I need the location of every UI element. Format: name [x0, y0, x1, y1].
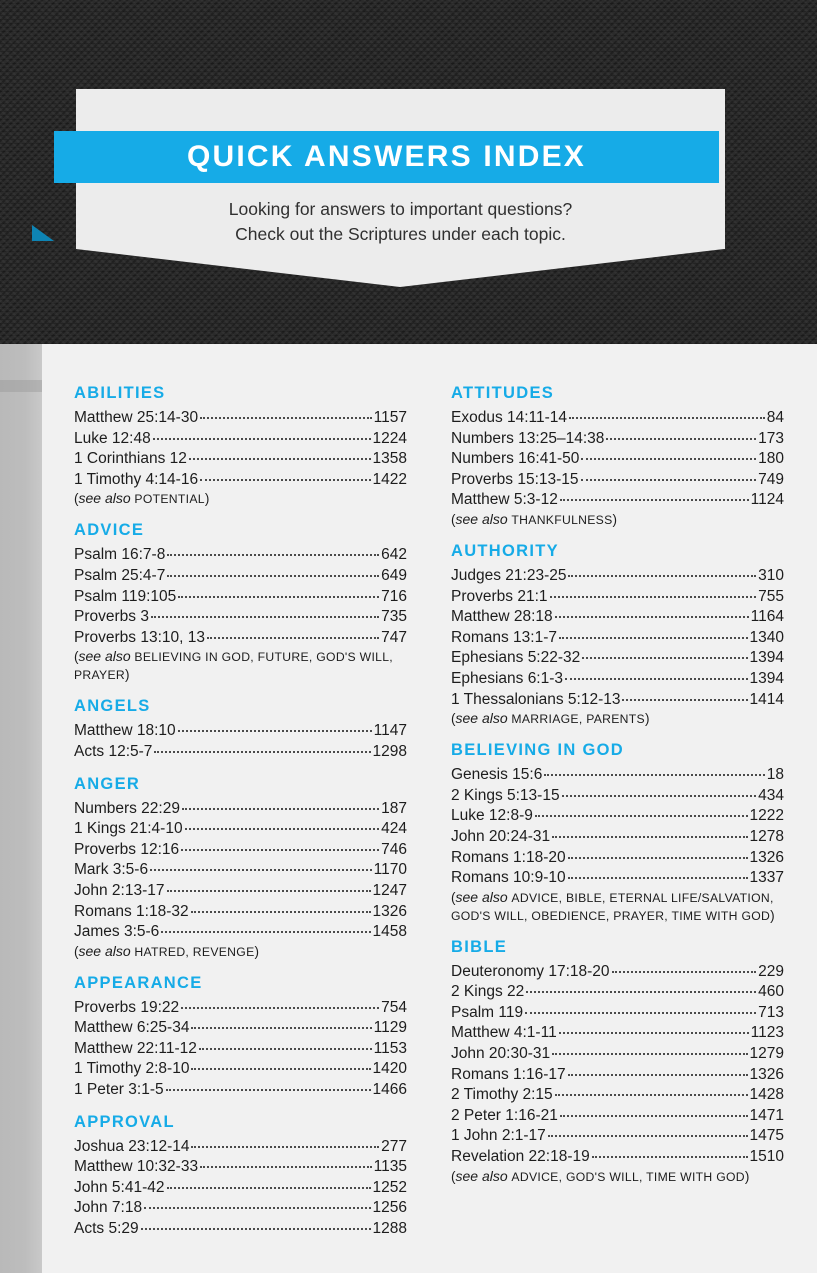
- entry-page-number: 716: [381, 587, 407, 605]
- see-also-topics: THANKFULNESS: [511, 512, 613, 527]
- entry-reference: Matthew 4:1-11: [451, 1024, 557, 1042]
- entry-leader-dots: [182, 795, 379, 810]
- entry-leader-dots: [181, 994, 379, 1009]
- entry-reference: Numbers 16:41-50: [451, 450, 580, 468]
- entry-reference: 1 Timothy 4:14-16: [74, 470, 199, 488]
- entry-reference: Proverbs 12:16: [74, 840, 180, 858]
- entry-reference: Romans 1:16-17: [451, 1065, 566, 1083]
- content-sheet: [42, 344, 817, 1273]
- entry-reference: Deuteronomy 17:18-20: [451, 962, 610, 980]
- entry-page-number: 1358: [372, 450, 407, 468]
- index-entry[interactable]: [451, 867, 784, 888]
- entry-reference: John 20:30-31: [451, 1045, 551, 1063]
- entry-leader-dots: [178, 717, 372, 732]
- entry-reference: Psalm 25:4-7: [74, 566, 166, 584]
- entry-leader-dots: [559, 624, 748, 639]
- entry-reference: Genesis 15:6: [451, 766, 543, 784]
- see-also-prefix: see also: [78, 490, 131, 507]
- entry-leader-dots: [569, 404, 765, 419]
- index-entry[interactable]: [74, 469, 407, 490]
- entry-page-number: 1326: [372, 902, 407, 920]
- entry-page-number: 749: [758, 470, 784, 488]
- entry-leader-dots: [550, 583, 757, 598]
- index-column: [451, 384, 784, 1239]
- entry-leader-dots: [562, 782, 757, 797]
- entry-reference: Romans 1:18-32: [74, 902, 189, 920]
- entry-page-number: 18: [766, 766, 784, 784]
- title-banner: [76, 89, 725, 269]
- entry-page-number: 755: [758, 587, 784, 605]
- entry-leader-dots: [191, 1055, 370, 1070]
- entry-page-number: 1288: [372, 1220, 407, 1238]
- entry-leader-dots: [606, 425, 756, 440]
- entry-page-number: 1247: [372, 881, 407, 899]
- see-also-prefix: see also: [455, 888, 508, 905]
- entry-leader-dots: [167, 562, 379, 577]
- entry-page-number: 1124: [750, 491, 784, 509]
- index-column: [74, 384, 407, 1239]
- entry-page-number: 1340: [749, 628, 784, 646]
- see-also-topics: HATRED, REVENGE: [134, 944, 255, 959]
- entry-page-number: 434: [758, 786, 784, 804]
- entry-reference: 1 Timothy 2:8-10: [74, 1060, 190, 1078]
- entry-leader-dots: [166, 1076, 371, 1091]
- topic-heading: ANGELS: [74, 697, 151, 716]
- topic-heading: ADVICE: [74, 521, 145, 540]
- entry-reference: 1 John 2:1-17: [451, 1127, 546, 1145]
- entry-reference: John 5:41-42: [74, 1178, 165, 1196]
- entry-reference: Proverbs 21:1: [451, 587, 548, 605]
- entry-leader-dots: [526, 978, 756, 993]
- entry-leader-dots: [167, 1174, 371, 1189]
- entry-page-number: 1278: [749, 827, 784, 845]
- entry-reference: Judges 21:23-25: [451, 566, 567, 584]
- index-entry[interactable]: [451, 689, 784, 710]
- entry-leader-dots: [199, 1035, 372, 1050]
- entry-leader-dots: [191, 1014, 371, 1029]
- entry-reference: Proverbs 19:22: [74, 998, 180, 1016]
- entry-page-number: 1394: [749, 649, 784, 667]
- entry-reference: John 20:24-31: [451, 827, 551, 845]
- entry-reference: Proverbs 3: [74, 608, 149, 626]
- entry-reference: Matthew 5:3-12: [451, 491, 558, 509]
- entry-reference: Acts 5:29: [74, 1220, 139, 1238]
- spine-notch: [0, 380, 42, 392]
- entry-page-number: 1153: [373, 1039, 407, 1057]
- entry-reference: 1 Kings 21:4-10: [74, 820, 183, 838]
- entry-reference: John 7:18: [74, 1199, 143, 1217]
- entry-page-number: 187: [381, 799, 407, 817]
- content-sheet-inner: [42, 344, 817, 1273]
- entry-reference: 1 Thessalonians 5:12-13: [451, 690, 621, 708]
- entry-page-number: 1471: [749, 1106, 784, 1124]
- entry-page-number: 1422: [372, 470, 407, 488]
- entry-leader-dots: [568, 1061, 748, 1076]
- entry-page-number: 1337: [749, 869, 784, 887]
- entry-leader-dots: [560, 486, 749, 501]
- entry-leader-dots: [552, 1040, 747, 1055]
- entry-page-number: 1466: [372, 1081, 407, 1099]
- see-also-note: (see also HATRED, REVENGE): [74, 942, 259, 959]
- entry-reference: Mark 3:5-6: [74, 861, 149, 879]
- entry-page-number: 1147: [373, 722, 407, 740]
- entry-reference: Matthew 10:32-33: [74, 1158, 199, 1176]
- entry-page-number: 1458: [372, 923, 407, 941]
- entry-page-number: 1394: [749, 669, 784, 687]
- entry-reference: Romans 1:18-20: [451, 848, 566, 866]
- entry-page-number: 229: [758, 962, 784, 980]
- entry-page-number: 746: [381, 840, 407, 858]
- entry-leader-dots: [560, 1102, 748, 1117]
- topic-heading: ANGER: [74, 774, 141, 793]
- entry-page-number: 1129: [373, 1019, 407, 1037]
- entry-reference: Acts 12:5-7: [74, 742, 153, 760]
- entry-leader-dots: [161, 918, 370, 933]
- see-also-topics: ADVICE, GOD'S WILL, TIME WITH GOD: [511, 1169, 745, 1184]
- entry-reference: Romans 13:1-7: [451, 628, 557, 646]
- entry-leader-dots: [552, 823, 747, 838]
- entry-reference: Exodus 14:11-14: [451, 409, 568, 426]
- entry-leader-dots: [189, 445, 371, 460]
- entry-leader-dots: [153, 425, 371, 440]
- entry-page-number: 1123: [750, 1024, 784, 1042]
- entry-reference: Romans 10:9-10: [451, 869, 566, 887]
- entry-reference: Numbers 13:25–14:38: [451, 429, 605, 447]
- entry-leader-dots: [559, 1019, 749, 1034]
- see-also-prefix: see also: [455, 510, 508, 527]
- entry-reference: Matthew 25:14-30: [74, 409, 199, 426]
- entry-leader-dots: [548, 1122, 748, 1137]
- entry-reference: Luke 12:48: [74, 429, 151, 447]
- index-entry[interactable]: [74, 921, 407, 942]
- entry-page-number: 1279: [749, 1045, 784, 1063]
- entry-leader-dots: [141, 1215, 371, 1230]
- entry-leader-dots: [200, 1153, 372, 1168]
- left-spine: [0, 344, 42, 1273]
- entry-reference: Proverbs 15:13-15: [451, 470, 579, 488]
- topic-heading: BELIEVING IN GOD: [451, 741, 624, 760]
- entry-page-number: 1326: [749, 1065, 784, 1083]
- entry-reference: Ephesians 5:22-32: [451, 649, 581, 667]
- entry-leader-dots: [150, 856, 372, 871]
- entry-reference: Matthew 22:11-12: [74, 1039, 197, 1057]
- see-also-note: (see also MARRIAGE, PARENTS): [451, 710, 650, 727]
- entry-leader-dots: [581, 445, 756, 460]
- entry-leader-dots: [144, 1194, 370, 1209]
- banner-subtitle: [76, 197, 725, 247]
- index-entry[interactable]: [74, 741, 407, 762]
- topic-heading: ABILITIES: [74, 384, 166, 402]
- see-also-prefix: see also: [78, 648, 131, 665]
- banner-point: [76, 249, 724, 287]
- banner-subtitle-line2: Check out the Scriptures under each topic.: [235, 224, 566, 244]
- entry-reference: Psalm 119:105: [74, 587, 177, 605]
- entry-reference: 1 Corinthians 12: [74, 450, 187, 468]
- entry-page-number: 1420: [372, 1060, 407, 1078]
- banner-bar: [54, 131, 719, 183]
- see-also-note: (see also BELIEVING IN GOD, FUTURE, GOD'S WILL, PRAYER): [74, 648, 393, 683]
- entry-page-number: 310: [758, 566, 784, 584]
- index-entry[interactable]: [451, 489, 784, 510]
- entry-leader-dots: [207, 624, 379, 639]
- entry-reference: 2 Peter 1:16-21: [451, 1106, 558, 1124]
- entry-page-number: 754: [381, 998, 407, 1016]
- see-also-topics: BELIEVING IN GOD, FUTURE, GOD'S WILL, PRAYER: [74, 650, 393, 683]
- entry-leader-dots: [167, 877, 371, 892]
- entry-page-number: 460: [758, 983, 784, 1001]
- entry-reference: Ephesians 6:1-3: [451, 669, 564, 687]
- index-entry[interactable]: [74, 627, 407, 648]
- entry-reference: Matthew 6:25-34: [74, 1019, 190, 1037]
- entry-reference: Matthew 28:18: [451, 608, 553, 626]
- see-also-topics: MARRIAGE, PARENTS: [511, 712, 645, 727]
- entry-page-number: 1428: [749, 1086, 784, 1104]
- entry-page-number: 1252: [372, 1178, 407, 1196]
- index-entry[interactable]: [74, 1218, 407, 1239]
- entry-leader-dots: [581, 466, 757, 481]
- banner-ribbon-tail: [32, 225, 54, 241]
- entry-leader-dots: [568, 864, 748, 879]
- entry-reference: Proverbs 13:10, 13: [74, 628, 205, 646]
- entry-page-number: 747: [381, 628, 407, 646]
- entry-page-number: 1298: [372, 742, 407, 760]
- entry-reference: John 2:13-17: [74, 881, 165, 899]
- entry-page-number: 713: [758, 1003, 784, 1021]
- entry-reference: 2 Kings 5:13-15: [451, 786, 560, 804]
- entry-page-number: 1170: [373, 861, 407, 879]
- banner-subtitle-line1: Looking for answers to important questions?: [228, 199, 573, 219]
- entry-leader-dots: [167, 541, 379, 556]
- entry-leader-dots: [555, 1081, 748, 1096]
- entry-page-number: 180: [758, 450, 784, 468]
- entry-reference: Psalm 119: [451, 1003, 524, 1021]
- entry-leader-dots: [200, 404, 372, 419]
- see-also-topics: ADVICE, BIBLE, ETERNAL LIFE/SALVATION, GOD'S WILL, OBEDIENCE, PRAYER, TIME WITH GOD: [451, 890, 774, 923]
- entry-page-number: 424: [381, 820, 407, 838]
- entry-page-number: 1222: [749, 807, 784, 825]
- index-entry[interactable]: [74, 1079, 407, 1100]
- entry-page-number: 1475: [749, 1127, 784, 1145]
- entry-leader-dots: [154, 738, 370, 753]
- topic-heading: ATTITUDES: [451, 384, 555, 402]
- see-also-note: (see also ADVICE, BIBLE, ETERNAL LIFE/SALVATION, GOD'S WILL, OBEDIENCE, PRAYER, TIME WITH GOD): [451, 888, 775, 923]
- entry-page-number: 277: [381, 1137, 407, 1155]
- entry-page-number: 173: [758, 429, 784, 447]
- entry-page-number: 1510: [749, 1148, 784, 1166]
- entry-page-number: 1164: [750, 608, 784, 626]
- entry-leader-dots: [178, 583, 379, 598]
- see-also-note: (see also ADVICE, GOD'S WILL, TIME WITH GOD): [451, 1167, 750, 1184]
- entry-page-number: 1224: [372, 429, 407, 447]
- entry-leader-dots: [592, 1143, 748, 1158]
- entry-leader-dots: [568, 844, 748, 859]
- entry-page-number: 1157: [373, 409, 407, 426]
- entry-page-number: 1326: [749, 848, 784, 866]
- topic-heading: APPEARANCE: [74, 973, 203, 992]
- entry-leader-dots: [200, 466, 370, 481]
- entry-leader-dots: [622, 686, 747, 701]
- entry-leader-dots: [565, 665, 747, 680]
- entry-leader-dots: [185, 815, 380, 830]
- topic-heading: APPROVAL: [74, 1112, 175, 1131]
- entry-reference: Psalm 16:7-8: [74, 546, 166, 564]
- entry-page-number: 1135: [373, 1158, 407, 1176]
- entry-leader-dots: [544, 761, 764, 776]
- topic-heading: BIBLE: [451, 937, 507, 956]
- entry-reference: James 3:5-6: [74, 923, 160, 941]
- see-also-prefix: see also: [455, 1167, 508, 1184]
- entry-reference: Numbers 22:29: [74, 799, 180, 817]
- entry-page-number: 1414: [749, 690, 784, 708]
- entry-leader-dots: [181, 836, 379, 851]
- entry-reference: Luke 12:8-9: [451, 807, 533, 825]
- entry-leader-dots: [525, 999, 756, 1014]
- entry-page-number: 1256: [372, 1199, 407, 1217]
- see-also-prefix: see also: [455, 710, 508, 727]
- entry-reference: Matthew 18:10: [74, 722, 176, 740]
- see-also-topics: POTENTIAL: [134, 492, 205, 507]
- entry-leader-dots: [555, 603, 749, 618]
- page-title: QUICK ANSWERS INDEX: [186, 140, 587, 173]
- index-columns: [74, 384, 784, 1239]
- see-also-note: (see also THANKFULNESS): [451, 510, 618, 527]
- entry-leader-dots: [612, 958, 757, 973]
- entry-reference: Joshua 23:12-14: [74, 1137, 190, 1155]
- entry-leader-dots: [191, 1133, 379, 1148]
- entry-leader-dots: [191, 898, 371, 913]
- entry-leader-dots: [568, 562, 756, 577]
- entry-leader-dots: [535, 802, 748, 817]
- topic-heading: AUTHORITY: [451, 541, 559, 560]
- entry-page-number: 735: [381, 608, 407, 626]
- entry-page-number: 84: [766, 409, 784, 426]
- entry-reference: 2 Kings 22: [451, 983, 525, 1001]
- see-also-prefix: see also: [78, 942, 131, 959]
- entry-reference: 1 Peter 3:1-5: [74, 1081, 164, 1099]
- entry-page-number: 642: [381, 546, 407, 564]
- entry-reference: 2 Timothy 2:15: [451, 1086, 553, 1104]
- entry-reference: Revelation 22:18-19: [451, 1148, 590, 1166]
- entry-page-number: 649: [381, 566, 407, 584]
- see-also-note: (see also POTENTIAL): [74, 490, 210, 507]
- index-entry[interactable]: [451, 1146, 784, 1167]
- entry-leader-dots: [582, 644, 747, 659]
- entry-leader-dots: [151, 603, 379, 618]
